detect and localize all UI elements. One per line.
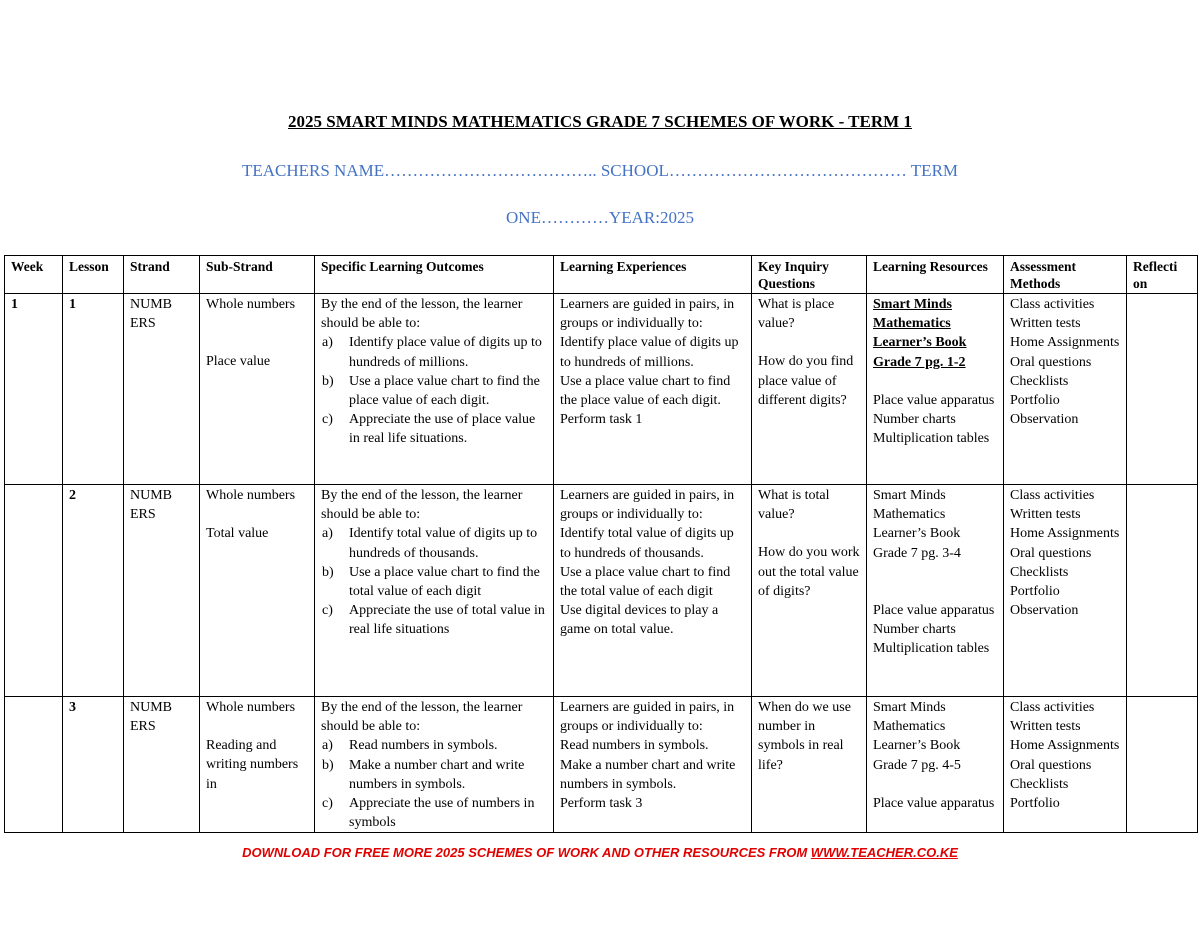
list-item: Oral questions	[1010, 545, 1092, 561]
list-item: c) Appreciate the use of place value in real life situations.	[322, 412, 536, 447]
sub-strand-sub: Total value	[206, 526, 269, 542]
list-item: Written tests	[1010, 316, 1081, 332]
list-item: Oral questions	[1010, 757, 1092, 773]
list-item: Checklists	[1010, 373, 1069, 389]
list-item: Use digital devices to play a game on total value.	[560, 603, 719, 638]
footer-text: DOWNLOAD FOR FREE MORE 2025 SCHEMES OF WORK AND OTHER RESOURCES FROM	[242, 845, 811, 860]
experiences-cell	[554, 485, 752, 697]
assessment-cell	[1004, 294, 1127, 485]
col-assessment: Assessment Methods	[1004, 256, 1127, 294]
assessment-cell	[1004, 697, 1127, 833]
col-resources: Learning Resources	[867, 256, 1004, 294]
table-row	[5, 485, 1198, 697]
list-item: Identify place value of digits up to hundreds of millions.	[560, 335, 739, 370]
questions-cell	[752, 485, 867, 697]
reflection-cell	[1127, 697, 1198, 833]
strand-cell: NUMB ERS	[124, 697, 200, 833]
schemes-of-work-table	[4, 255, 1198, 833]
list-item: Home Assignments	[1010, 526, 1120, 542]
list-item: Class activities	[1010, 488, 1095, 503]
questions-cell	[752, 697, 867, 833]
list-item: Home Assignments	[1010, 738, 1120, 754]
resources-cell	[867, 697, 1004, 833]
col-lesson: Lesson	[63, 256, 124, 294]
list-item: a) Identify place value of digits up to hundreds of millions.	[322, 335, 542, 370]
assessment-cell	[1004, 485, 1127, 697]
list-item: Learners are guided in pairs, in groups or individually to:	[560, 488, 735, 523]
list-item: Portfolio	[1010, 393, 1060, 409]
outcomes-cell	[315, 485, 554, 697]
lesson-cell: 2	[63, 485, 124, 697]
list-item: Multiplication tables	[873, 431, 990, 447]
resources-book: Smart Minds Mathematics Learner’s Book Grade 7 pg. 4-5	[873, 700, 961, 773]
list-item: When do we use number in symbols in real life?	[758, 700, 851, 773]
list-item: Written tests	[1010, 507, 1081, 523]
week-cell	[5, 697, 63, 833]
teacher-school-line: TEACHERS NAME……………………………….. SCHOOL…………………………………… TERM	[241, 161, 959, 180]
list-item: Place value apparatus	[873, 392, 995, 408]
list-item: Use a place value chart to find the place value of each digit.	[560, 373, 731, 409]
outcomes-cell	[315, 294, 554, 485]
col-outcomes: Specific Learning Outcomes	[315, 256, 554, 294]
list-item: Written tests	[1010, 719, 1081, 735]
list-item: Perform task 3	[560, 796, 643, 812]
resources-cell	[867, 485, 1004, 697]
list-item: c) Appreciate the use of numbers in symbols	[322, 796, 535, 831]
list-item: Checklists	[1010, 564, 1069, 580]
list-item: Observation	[1010, 412, 1079, 428]
experiences-cell	[554, 697, 752, 833]
term-year-line: ONE…………YEAR:2025	[506, 208, 694, 227]
table-header-row	[5, 256, 1198, 294]
list-item: Read numbers in symbols.	[560, 738, 709, 754]
list-item: a) Identify total value of digits up to hundreds of thousands.	[322, 526, 538, 561]
resources-book: Smart Minds Mathematics Learner’s Book Grade 7 pg. 1-2	[873, 297, 967, 370]
col-experiences: Learning Experiences	[554, 256, 752, 294]
sub-strand-main: Whole numbers	[206, 297, 296, 312]
lesson-cell: 1	[63, 294, 124, 485]
list-item: Portfolio	[1010, 584, 1060, 600]
list-item: Learners are guided in pairs, in groups or individually to:	[560, 700, 735, 735]
strand-cell: NUMB ERS	[124, 294, 200, 485]
list-item: How do you find place value of different digits?	[758, 354, 854, 408]
list-item: Number charts	[873, 622, 956, 638]
questions-cell	[752, 294, 867, 485]
list-item: What is place value?	[758, 297, 835, 332]
list-item: Class activities	[1010, 700, 1095, 715]
sub-strand-main: Whole numbers	[206, 488, 296, 503]
resources-cell	[867, 294, 1004, 485]
sub-strand-main: Whole numbers	[206, 700, 296, 715]
lesson-cell: 3	[63, 697, 124, 833]
list-item: Place value apparatus	[873, 795, 995, 811]
outcomes-intro: By the end of the lesson, the learner should be able to:	[321, 700, 523, 735]
reflection-cell	[1127, 485, 1198, 697]
sub-strand-cell	[200, 485, 315, 697]
download-footer	[0, 845, 1200, 860]
list-item: c) Appreciate the use of total value in real life situations	[322, 603, 545, 638]
list-item: Identify total value of digits up to hundreds of thousands.	[560, 526, 734, 561]
list-item: Use a place value chart to find the total value of each digit	[560, 564, 731, 600]
list-item: b) Make a number chart and write numbers in symbols.	[322, 757, 525, 792]
list-item: What is total value?	[758, 488, 830, 523]
col-questions: Key Inquiry Questions	[752, 256, 867, 294]
list-item: Perform task 1	[560, 412, 643, 428]
document-title: 2025 SMART MINDS MATHEMATICS GRADE 7 SCHEMES OF WORK - TERM 1	[288, 112, 912, 131]
outcomes-cell	[315, 697, 554, 833]
list-item: b) Use a place value chart to find the place value of each digit.	[322, 373, 540, 409]
list-item: Make a number chart and write numbers in symbols.	[560, 757, 736, 792]
sub-strand-sub: Place value	[206, 354, 271, 370]
list-item: How do you work out the total value of digits?	[758, 545, 860, 599]
sub-strand-cell	[200, 697, 315, 833]
list-item: Portfolio	[1010, 796, 1060, 812]
resources-book: Smart Minds Mathematics Learner’s Book Grade 7 pg. 3-4	[873, 488, 961, 561]
table-row	[5, 697, 1198, 833]
experiences-cell	[554, 294, 752, 485]
col-week: Week	[5, 256, 63, 294]
strand-cell: NUMB ERS	[124, 485, 200, 697]
list-item: Multiplication tables	[873, 641, 990, 657]
list-item: Observation	[1010, 603, 1079, 619]
list-item: Number charts	[873, 412, 956, 428]
outcomes-intro: By the end of the lesson, the learner should be able to:	[321, 488, 523, 523]
col-strand: Strand	[124, 256, 200, 294]
list-item: Learners are guided in pairs, in groups or individually to:	[560, 297, 735, 332]
sub-strand-cell	[200, 294, 315, 485]
list-item: Oral questions	[1010, 354, 1092, 370]
teacher-website-link[interactable]: WWW.TEACHER.CO.KE	[810, 845, 958, 860]
week-cell: 1	[5, 294, 63, 485]
list-item: b) Use a place value chart to find the total value of each digit	[322, 564, 540, 600]
list-item: Place value apparatus	[873, 602, 995, 618]
col-reflection: Reflecti on	[1127, 256, 1198, 294]
week-cell	[5, 485, 63, 697]
list-item: a) Read numbers in symbols.	[322, 738, 498, 754]
reflection-cell	[1127, 294, 1198, 485]
list-item: Home Assignments	[1010, 335, 1120, 351]
col-sub-strand: Sub-Strand	[200, 256, 315, 294]
table-row	[5, 294, 1198, 485]
list-item: Checklists	[1010, 776, 1069, 792]
list-item: Class activities	[1010, 297, 1095, 312]
sub-strand-sub: Reading and writing numbers in	[206, 738, 299, 792]
outcomes-intro: By the end of the lesson, the learner should be able to:	[321, 297, 523, 332]
